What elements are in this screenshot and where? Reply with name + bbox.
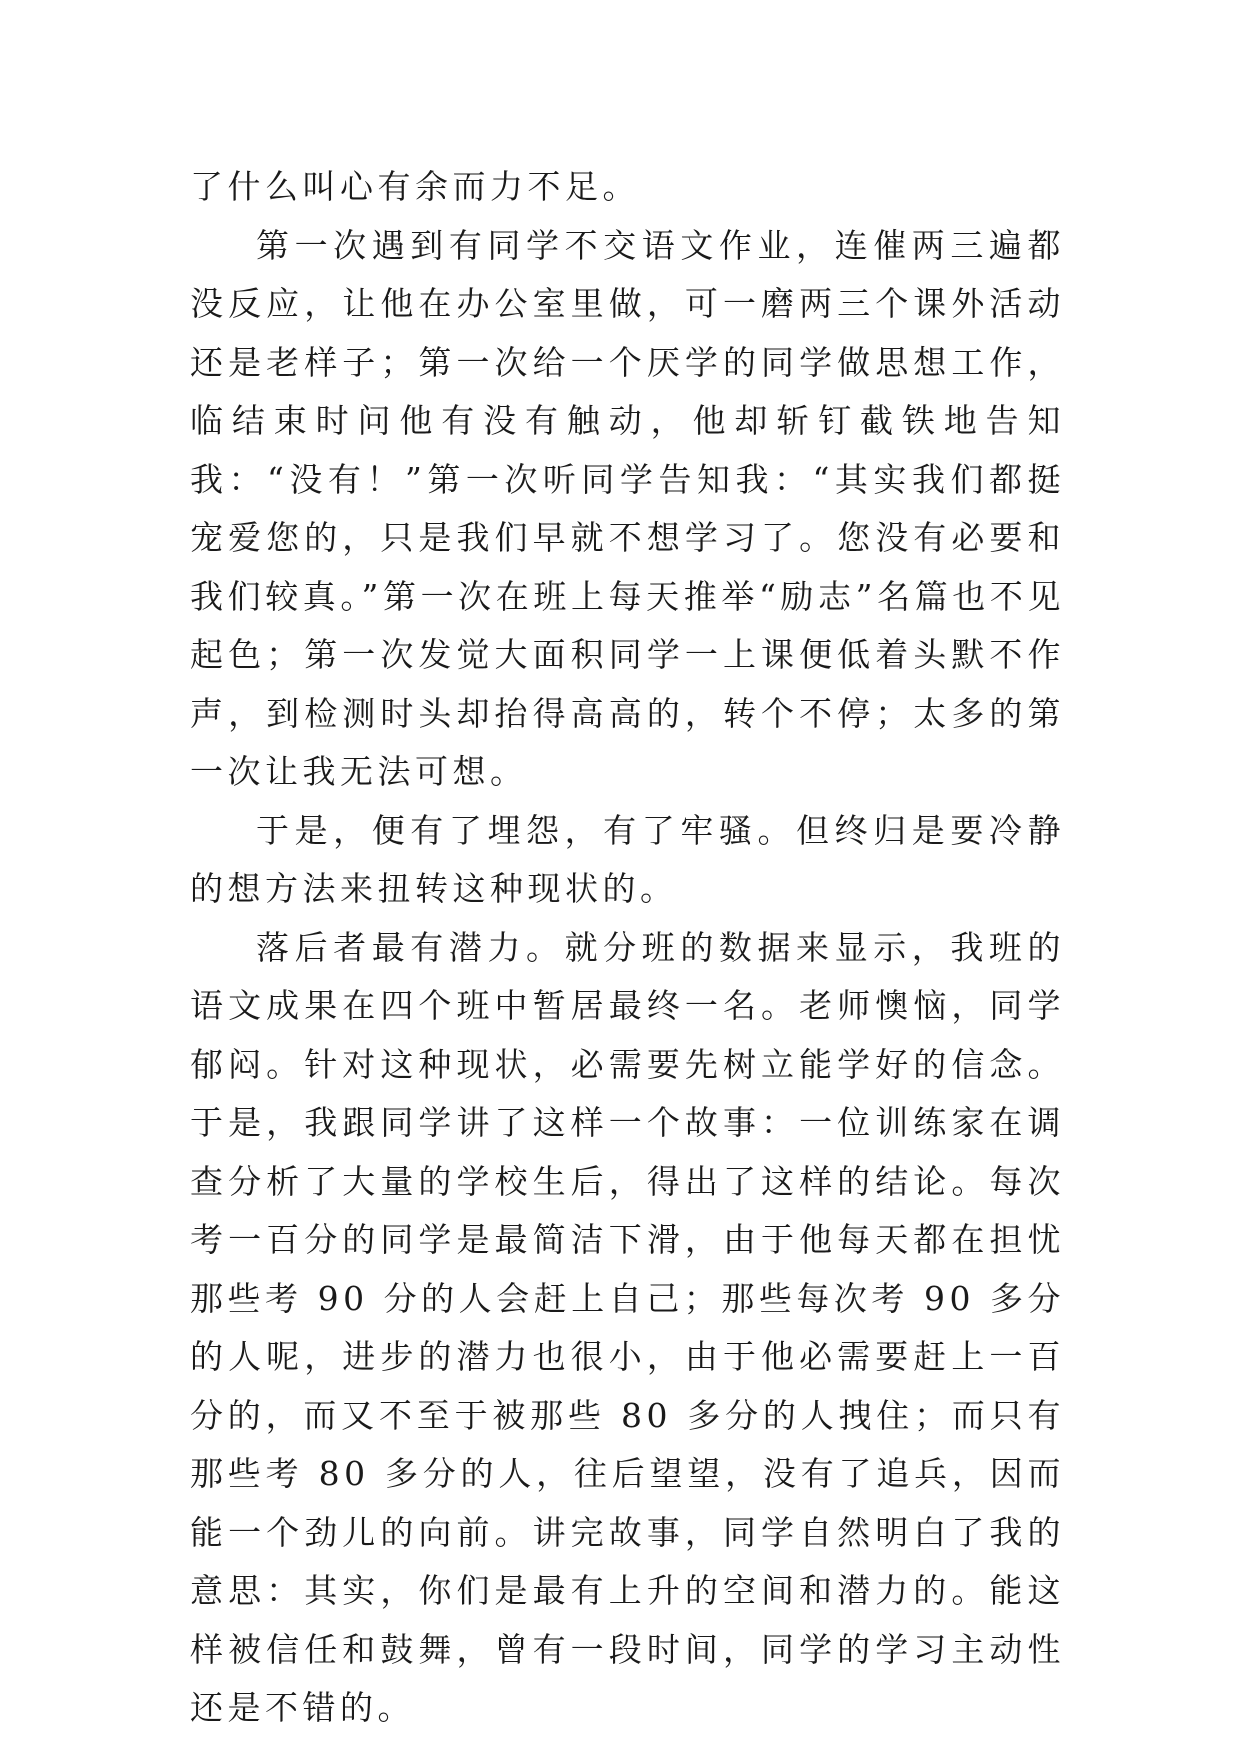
paragraph-complaints: 于是，便有了埋怨，有了牢骚。但终归是要冷静的想方法来扭转这种现状的。 <box>190 810 1065 908</box>
paragraph-potential: 落后者最有潜力。就分班的数据来显示，我班的语文成果在四个班中暂居最终一名。老师懊恼，同学郁闷。针对这种现状，必需要先树立能学好的信念。于是，我跟同学讲了这样一个故事：一位训练家在调查分析了大量的学校生后，得出了这样的结论。每次考一百分的同学是最简洁下滑，由于他每天都在担忧那些考 90 分的人会赶上自己；那些每次考 90 多分的人呢，进步的潜力也很小，由于他必需要赶上一百分的，而又不至于被那些 80 多分的人拽住；而只有那些考 80 多分的人，往后望望，没有了追兵，因而能一个劲儿的向前。讲完故事，同学自然明白了我的意思：其实，你们是最有上升的空间和潜力的。能这样被信任和鼓舞，曾有一段时间，同学的学习主动性还是不错的。 <box>190 927 1065 1727</box>
document-body <box>190 158 1065 1738</box>
paragraph-continuation: 了什么叫心有余而力不足。 <box>190 167 640 206</box>
paragraph-first-times: 第一次遇到有同学不交语文作业，连催两三遍都没反应，让他在办公室里做，可一磨两三个课外活动还是老样子；第一次给一个厌学的同学做思想工作，临结束时问他有没有触动，他却斩钉截铁地告知我：“没有！”第一次听同学告知我：“其实我们都挺宠爱您的，只是我们早就不想学习了。您没有必要和我们较真。”第一次在班上每天推举“励志”名篇也不见起色；第一次发觉大面积同学一上课便低着头默不作声，到检测时头却抬得高高的，转个不停；太多的第一次让我无法可想。 <box>190 225 1065 791</box>
